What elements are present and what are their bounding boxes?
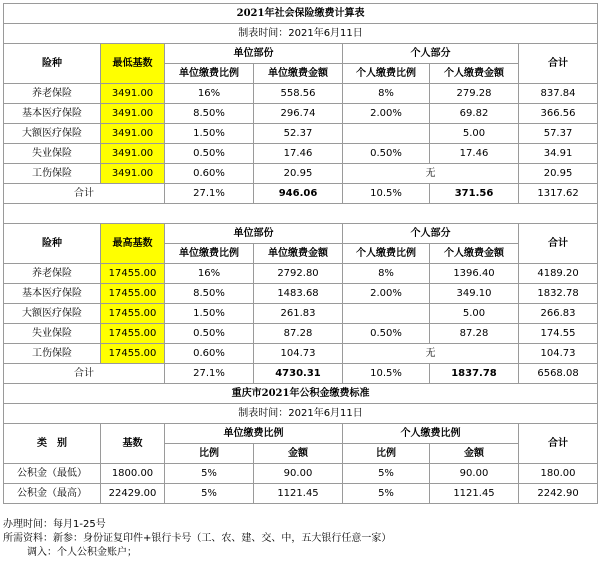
col-header-type: 险种 (4, 224, 101, 264)
row-base: 3491.00 (101, 144, 165, 164)
note-materials: 所需资料：新参：身份证复印件+银行卡号（工、农、建、交、中，五大银行任意一家） (3, 533, 392, 544)
row-base: 3491.00 (101, 84, 165, 104)
row-name: 养老保险 (4, 264, 101, 284)
col-header-unit-part: 单位部份 (165, 224, 343, 244)
fund-row-unit-ratio: 5% (165, 464, 254, 484)
fund-row-personal-amount: 90.00 (430, 464, 519, 484)
row-name: 基本医疗保险 (4, 284, 101, 304)
total-personal-ratio: 10.5% (343, 184, 430, 204)
col-header-min-base: 最低基数 (101, 44, 165, 84)
row-unit-amount: 104.73 (254, 344, 343, 364)
total-unit-ratio: 27.1% (165, 364, 254, 384)
col-header-unit-part: 单位部份 (165, 44, 343, 64)
row-total: 366.56 (519, 104, 598, 124)
fund-row-name: 公积金（最高） (4, 484, 101, 504)
row-base: 3491.00 (101, 164, 165, 184)
spacer-row (4, 204, 598, 224)
fund-row-name: 公积金（最低） (4, 464, 101, 484)
note-transfer-in: 调入：个人公积金账户； (27, 547, 137, 558)
total-row (4, 184, 598, 204)
row-total: 57.37 (519, 124, 598, 144)
fund-row-personal-ratio: 5% (343, 484, 430, 504)
total-unit-amount: 4730.31 (254, 364, 343, 384)
row-personal-ratio: 2.00% (343, 284, 430, 304)
insurance-sheet (3, 3, 598, 504)
total-label: 合计 (4, 364, 165, 384)
row-unit-amount: 87.28 (254, 324, 343, 344)
table-row (4, 264, 598, 284)
row-unit-ratio: 16% (165, 264, 254, 284)
fund-row-personal-ratio: 5% (343, 464, 430, 484)
row-total: 104.73 (519, 344, 598, 364)
col-header-total: 合计 (519, 224, 598, 264)
col-header-personal-ratio: 个人缴费比例 (343, 244, 430, 264)
total-personal-amount: 371.56 (430, 184, 519, 204)
total-unit-amount: 946.06 (254, 184, 343, 204)
row-personal-ratio: 0.50% (343, 144, 430, 164)
row-personal-amount: 5.00 (430, 304, 519, 324)
row-unit-amount: 1483.68 (254, 284, 343, 304)
row-unit-amount: 296.74 (254, 104, 343, 124)
col-header-personal-part: 个人部分 (343, 44, 519, 64)
row-unit-ratio: 8.50% (165, 104, 254, 124)
row-base: 3491.00 (101, 124, 165, 144)
row-unit-ratio: 0.50% (165, 144, 254, 164)
row-total: 20.95 (519, 164, 598, 184)
total-personal-amount: 1837.78 (430, 364, 519, 384)
row-unit-ratio: 8.50% (165, 284, 254, 304)
row-total: 34.91 (519, 144, 598, 164)
col-header-personal-ratio: 个人缴费比例 (343, 64, 430, 84)
row-base: 17455.00 (101, 304, 165, 324)
row-base: 17455.00 (101, 264, 165, 284)
table-row (4, 324, 598, 344)
col-header-max-base: 最高基数 (101, 224, 165, 264)
row-personal-none: 无 (343, 164, 519, 184)
total-row (4, 364, 598, 384)
total-unit-ratio: 27.1% (165, 184, 254, 204)
fund-header-unit-sub-ratio: 比例 (165, 444, 254, 464)
table-row (4, 344, 598, 364)
row-personal-none: 无 (343, 344, 519, 364)
notes (3, 518, 391, 560)
row-name: 工伤保险 (4, 344, 101, 364)
row-personal-ratio (343, 124, 430, 144)
housing-fund-title: 重庆市2021年公积金缴费标准 (4, 384, 598, 404)
row-unit-ratio: 16% (165, 84, 254, 104)
total-total: 6568.08 (519, 364, 598, 384)
row-unit-amount: 20.95 (254, 164, 343, 184)
row-name: 基本医疗保险 (4, 104, 101, 124)
row-base: 3491.00 (101, 104, 165, 124)
table-date: 制表时间：2021年6月11日 (4, 24, 598, 44)
table-date: 制表时间：2021年6月11日 (4, 404, 598, 424)
row-unit-ratio: 1.50% (165, 304, 254, 324)
fund-header-total: 合计 (519, 424, 598, 464)
row-unit-ratio: 1.50% (165, 124, 254, 144)
fund-header-base: 基数 (101, 424, 165, 464)
row-total: 1832.78 (519, 284, 598, 304)
fund-header-personal-sub-ratio: 比例 (343, 444, 430, 464)
row-unit-amount: 261.83 (254, 304, 343, 324)
row-name: 失业保险 (4, 144, 101, 164)
table-row (4, 284, 598, 304)
row-unit-ratio: 0.50% (165, 324, 254, 344)
table-row (4, 124, 598, 144)
row-unit-amount: 17.46 (254, 144, 343, 164)
col-header-unit-amount: 单位缴费金额 (254, 244, 343, 264)
row-total: 174.55 (519, 324, 598, 344)
col-header-unit-ratio: 单位缴费比例 (165, 64, 254, 84)
row-base: 17455.00 (101, 324, 165, 344)
row-total: 837.84 (519, 84, 598, 104)
row-name: 养老保险 (4, 84, 101, 104)
row-total: 266.83 (519, 304, 598, 324)
row-personal-ratio: 2.00% (343, 104, 430, 124)
fund-header-personal-ratio: 个人缴费比例 (343, 424, 519, 444)
row-unit-ratio: 0.60% (165, 344, 254, 364)
row-personal-ratio (343, 304, 430, 324)
fund-header-unit-ratio: 单位缴费比例 (165, 424, 343, 444)
col-header-unit-amount: 单位缴费金额 (254, 64, 343, 84)
table-row (4, 164, 598, 184)
row-unit-amount: 558.56 (254, 84, 343, 104)
row-personal-amount: 69.82 (430, 104, 519, 124)
row-personal-amount: 1396.40 (430, 264, 519, 284)
row-unit-amount: 52.37 (254, 124, 343, 144)
table-row (4, 144, 598, 164)
col-header-personal-amount: 个人缴费金额 (430, 244, 519, 264)
row-name: 失业保险 (4, 324, 101, 344)
note-hours: 办理时间：每月1-25号 (3, 519, 106, 530)
fund-row-total: 180.00 (519, 464, 598, 484)
table-row (4, 304, 598, 324)
row-personal-amount: 349.10 (430, 284, 519, 304)
row-base: 17455.00 (101, 344, 165, 364)
row-personal-amount: 17.46 (430, 144, 519, 164)
fund-row-total: 2242.90 (519, 484, 598, 504)
fund-row-base: 1800.00 (101, 464, 165, 484)
row-unit-ratio: 0.60% (165, 164, 254, 184)
fund-row-unit-amount: 1121.45 (254, 484, 343, 504)
total-label: 合计 (4, 184, 165, 204)
table-row (4, 464, 598, 484)
fund-row-personal-amount: 1121.45 (430, 484, 519, 504)
row-personal-ratio: 0.50% (343, 324, 430, 344)
row-personal-amount: 5.00 (430, 124, 519, 144)
total-personal-ratio: 10.5% (343, 364, 430, 384)
table-row (4, 104, 598, 124)
row-unit-amount: 2792.80 (254, 264, 343, 284)
row-personal-ratio: 8% (343, 264, 430, 284)
fund-header-category: 类 别 (4, 424, 101, 464)
col-header-type: 险种 (4, 44, 101, 84)
fund-header-personal-sub-amount: 金额 (430, 444, 519, 464)
table-row (4, 484, 598, 504)
col-header-personal-part: 个人部分 (343, 224, 519, 244)
col-header-personal-amount: 个人缴费金额 (430, 64, 519, 84)
fund-header-unit-sub-amount: 金额 (254, 444, 343, 464)
fund-row-base: 22429.00 (101, 484, 165, 504)
row-personal-ratio: 8% (343, 84, 430, 104)
row-personal-amount: 87.28 (430, 324, 519, 344)
row-name: 工伤保险 (4, 164, 101, 184)
fund-row-unit-amount: 90.00 (254, 464, 343, 484)
col-header-unit-ratio: 单位缴费比例 (165, 244, 254, 264)
row-total: 4189.20 (519, 264, 598, 284)
social-insurance-title: 2021年社会保险缴费计算表 (4, 4, 598, 24)
row-base: 17455.00 (101, 284, 165, 304)
row-name: 大额医疗保险 (4, 304, 101, 324)
fund-row-unit-ratio: 5% (165, 484, 254, 504)
total-total: 1317.62 (519, 184, 598, 204)
table-row (4, 84, 598, 104)
col-header-total: 合计 (519, 44, 598, 84)
row-personal-amount: 279.28 (430, 84, 519, 104)
row-name: 大额医疗保险 (4, 124, 101, 144)
